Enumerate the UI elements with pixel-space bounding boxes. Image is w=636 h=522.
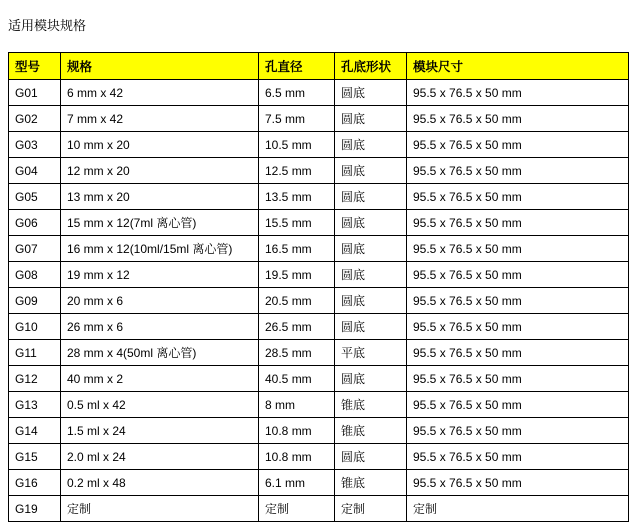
table-row (9, 236, 629, 262)
table-row (9, 80, 629, 106)
cell-model: G03 (9, 132, 61, 158)
cell-spec: 0.5 ml x 42 (61, 392, 259, 418)
cell-hole-bottom-shape: 锥底 (335, 392, 407, 418)
cell-spec: 10 mm x 20 (61, 132, 259, 158)
cell-hole-diameter: 15.5 mm (259, 210, 335, 236)
table-row (9, 366, 629, 392)
table-row (9, 132, 629, 158)
cell-spec: 19 mm x 12 (61, 262, 259, 288)
table-row (9, 210, 629, 236)
table-header-row (9, 53, 629, 80)
table-row (9, 418, 629, 444)
cell-spec: 40 mm x 2 (61, 366, 259, 392)
cell-hole-bottom-shape: 圆底 (335, 444, 407, 470)
cell-hole-diameter: 28.5 mm (259, 340, 335, 366)
cell-hole-bottom-shape: 圆底 (335, 210, 407, 236)
cell-hole-diameter: 6.1 mm (259, 470, 335, 496)
cell-module-size: 95.5 x 76.5 x 50 mm (407, 132, 629, 158)
table-row (9, 288, 629, 314)
cell-module-size: 95.5 x 76.5 x 50 mm (407, 418, 629, 444)
cell-hole-diameter: 7.5 mm (259, 106, 335, 132)
cell-spec: 12 mm x 20 (61, 158, 259, 184)
cell-module-size: 95.5 x 76.5 x 50 mm (407, 106, 629, 132)
table-row (9, 496, 629, 522)
cell-module-size: 95.5 x 76.5 x 50 mm (407, 392, 629, 418)
table-body (9, 80, 629, 522)
cell-model: G05 (9, 184, 61, 210)
cell-module-size: 定制 (407, 496, 629, 522)
cell-hole-diameter: 8 mm (259, 392, 335, 418)
column-header-model: 型号 (9, 53, 61, 80)
cell-model: G14 (9, 418, 61, 444)
cell-module-size: 95.5 x 76.5 x 50 mm (407, 262, 629, 288)
module-spec-table (8, 52, 629, 522)
cell-model: G02 (9, 106, 61, 132)
cell-spec: 26 mm x 6 (61, 314, 259, 340)
cell-spec: 0.2 ml x 48 (61, 470, 259, 496)
cell-module-size: 95.5 x 76.5 x 50 mm (407, 444, 629, 470)
cell-module-size: 95.5 x 76.5 x 50 mm (407, 366, 629, 392)
cell-model: G09 (9, 288, 61, 314)
cell-hole-diameter: 20.5 mm (259, 288, 335, 314)
cell-hole-diameter: 26.5 mm (259, 314, 335, 340)
cell-model: G06 (9, 210, 61, 236)
column-header-spec: 规格 (61, 53, 259, 80)
cell-module-size: 95.5 x 76.5 x 50 mm (407, 288, 629, 314)
cell-module-size: 95.5 x 76.5 x 50 mm (407, 236, 629, 262)
cell-spec: 6 mm x 42 (61, 80, 259, 106)
table-row (9, 262, 629, 288)
cell-module-size: 95.5 x 76.5 x 50 mm (407, 314, 629, 340)
cell-model: G11 (9, 340, 61, 366)
cell-hole-diameter: 12.5 mm (259, 158, 335, 184)
cell-spec: 15 mm x 12(7ml 离心管) (61, 210, 259, 236)
cell-hole-bottom-shape: 平底 (335, 340, 407, 366)
table-row (9, 340, 629, 366)
cell-module-size: 95.5 x 76.5 x 50 mm (407, 80, 629, 106)
cell-spec: 13 mm x 20 (61, 184, 259, 210)
cell-hole-diameter: 16.5 mm (259, 236, 335, 262)
cell-hole-bottom-shape: 圆底 (335, 262, 407, 288)
table-row (9, 158, 629, 184)
cell-hole-bottom-shape: 圆底 (335, 288, 407, 314)
cell-model: G12 (9, 366, 61, 392)
cell-module-size: 95.5 x 76.5 x 50 mm (407, 340, 629, 366)
column-header-module-size: 模块尺寸 (407, 53, 629, 80)
cell-hole-diameter: 10.5 mm (259, 132, 335, 158)
cell-module-size: 95.5 x 76.5 x 50 mm (407, 184, 629, 210)
cell-hole-bottom-shape: 定制 (335, 496, 407, 522)
cell-module-size: 95.5 x 76.5 x 50 mm (407, 470, 629, 496)
cell-hole-diameter: 10.8 mm (259, 418, 335, 444)
page-title: 适用模块规格 (8, 18, 87, 33)
cell-model: G13 (9, 392, 61, 418)
cell-model: G15 (9, 444, 61, 470)
cell-model: G07 (9, 236, 61, 262)
cell-hole-diameter: 定制 (259, 496, 335, 522)
table-row (9, 184, 629, 210)
cell-model: G01 (9, 80, 61, 106)
cell-spec: 2.0 ml x 24 (61, 444, 259, 470)
cell-model: G16 (9, 470, 61, 496)
cell-hole-bottom-shape: 圆底 (335, 158, 407, 184)
cell-model: G08 (9, 262, 61, 288)
cell-hole-bottom-shape: 圆底 (335, 132, 407, 158)
table-header (9, 53, 629, 80)
cell-hole-bottom-shape: 圆底 (335, 80, 407, 106)
cell-module-size: 95.5 x 76.5 x 50 mm (407, 158, 629, 184)
cell-spec: 28 mm x 4(50ml 离心管) (61, 340, 259, 366)
cell-model: G10 (9, 314, 61, 340)
cell-hole-bottom-shape: 锥底 (335, 418, 407, 444)
table-row (9, 106, 629, 132)
cell-spec: 1.5 ml x 24 (61, 418, 259, 444)
table-row (9, 314, 629, 340)
table-row (9, 392, 629, 418)
cell-hole-bottom-shape: 圆底 (335, 106, 407, 132)
cell-module-size: 95.5 x 76.5 x 50 mm (407, 210, 629, 236)
cell-hole-diameter: 13.5 mm (259, 184, 335, 210)
cell-spec: 20 mm x 6 (61, 288, 259, 314)
cell-spec: 16 mm x 12(10ml/15ml 离心管) (61, 236, 259, 262)
cell-hole-diameter: 6.5 mm (259, 80, 335, 106)
cell-spec: 定制 (61, 496, 259, 522)
cell-hole-bottom-shape: 锥底 (335, 470, 407, 496)
cell-hole-bottom-shape: 圆底 (335, 366, 407, 392)
cell-hole-bottom-shape: 圆底 (335, 236, 407, 262)
cell-hole-bottom-shape: 圆底 (335, 184, 407, 210)
column-header-hole-bottom-shape: 孔底形状 (335, 53, 407, 80)
cell-model: G19 (9, 496, 61, 522)
column-header-hole-diameter: 孔直径 (259, 53, 335, 80)
cell-hole-diameter: 40.5 mm (259, 366, 335, 392)
cell-hole-diameter: 19.5 mm (259, 262, 335, 288)
cell-spec: 7 mm x 42 (61, 106, 259, 132)
table-row (9, 470, 629, 496)
cell-model: G04 (9, 158, 61, 184)
cell-hole-bottom-shape: 圆底 (335, 314, 407, 340)
table-row (9, 444, 629, 470)
cell-hole-diameter: 10.8 mm (259, 444, 335, 470)
